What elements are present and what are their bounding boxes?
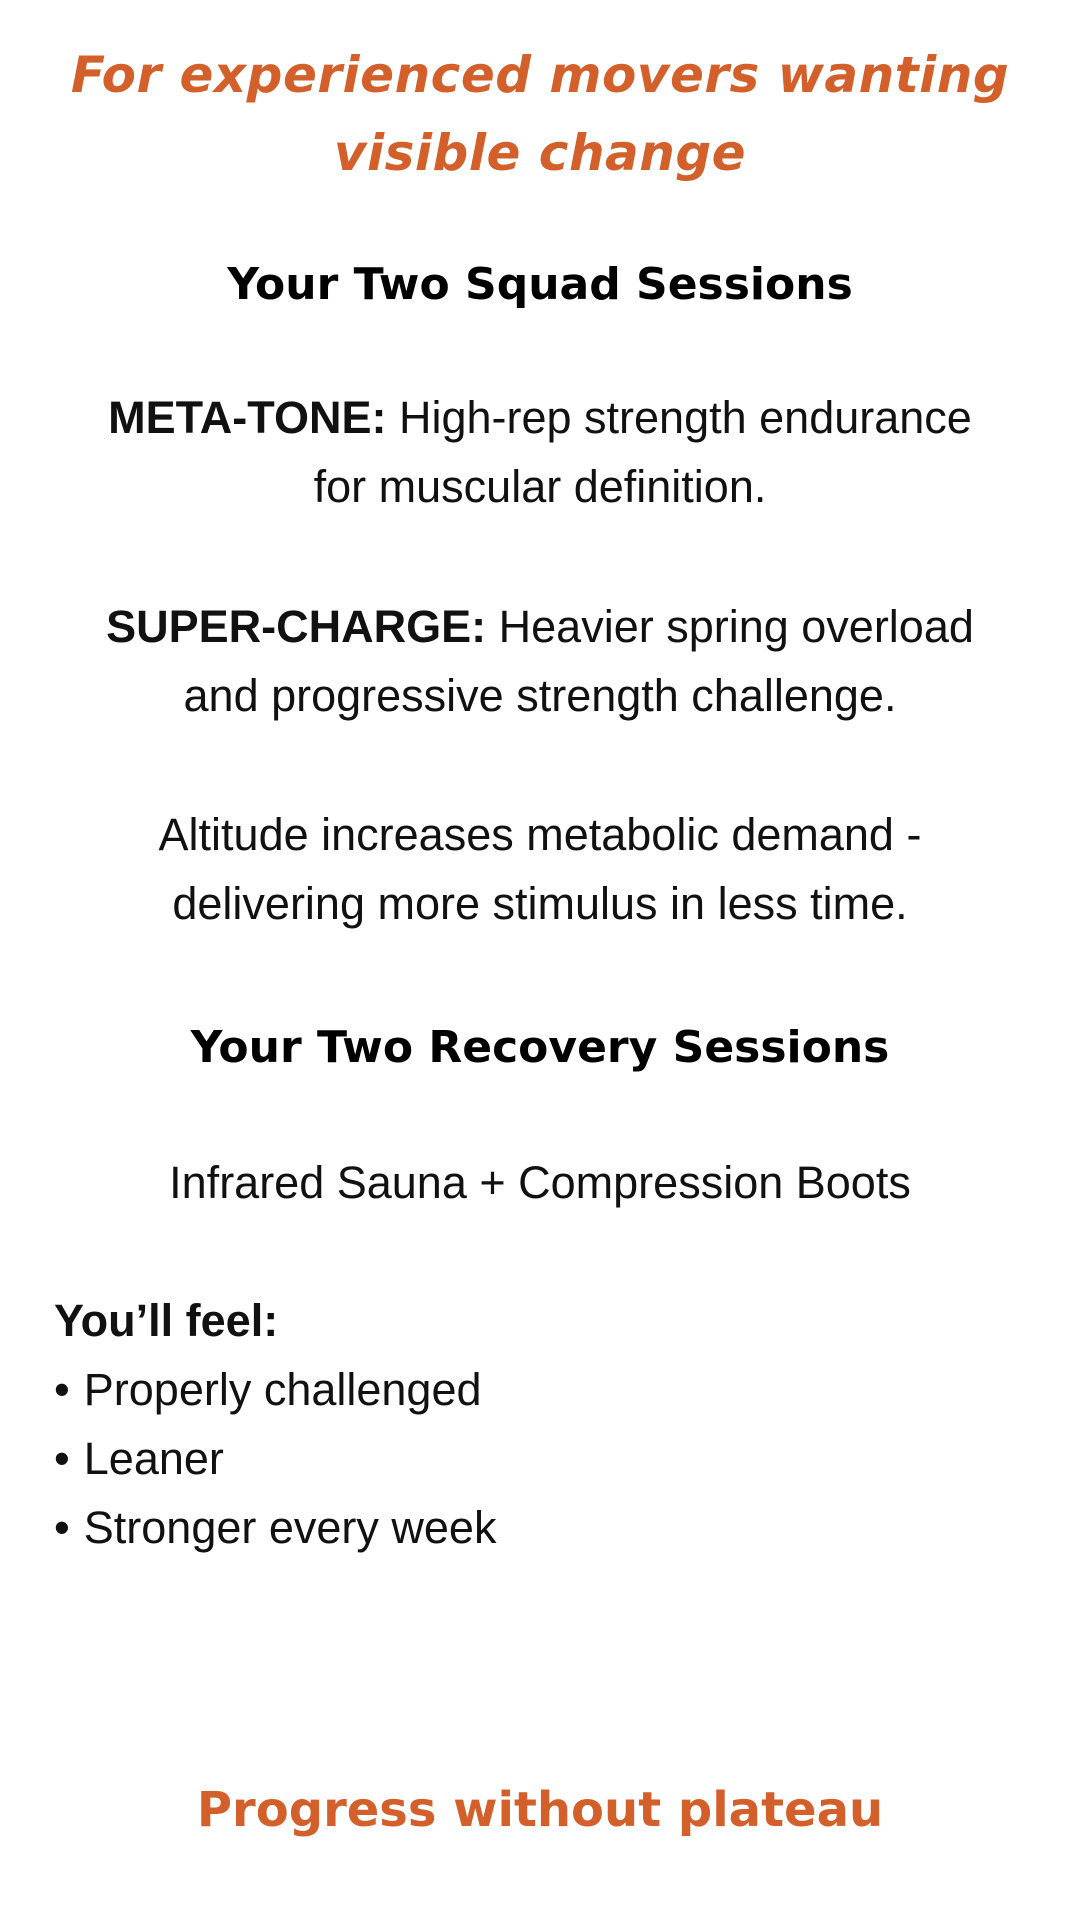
super-charge-line-1 [50,592,1030,661]
super-charge-line-2: and progressive strength challenge. [183,670,897,721]
feel-list [54,1355,854,1562]
headline-line-2: visible change [333,124,747,182]
feel-section [54,1286,854,1562]
tagline: Progress without plateau [196,1782,884,1838]
meta-tone-text-1: High-rep strength endurance [386,392,972,443]
headline [40,36,1040,192]
feel-item-stronger: • Stronger every week [54,1493,854,1562]
altitude-line-2: delivering more stimulus in less time. [172,878,908,929]
altitude-description [50,800,1030,938]
headline-line-1: For experienced movers wanting [70,46,1010,104]
recovery-sessions-heading: Your Two Recovery Sessions [190,1022,890,1073]
super-charge-text-1: Heavier spring overload [486,601,974,652]
meta-tone-line-1 [50,383,1030,452]
super-charge-term: SUPER-CHARGE: [106,601,487,652]
meta-tone-term: META-TONE: [108,392,387,443]
feel-item-leaner: • Leaner [54,1424,854,1493]
meta-tone-line-2: for muscular definition. [313,461,767,512]
squad-sessions-heading: Your Two Squad Sessions [227,259,853,310]
feel-title: You’ll feel: [54,1295,279,1346]
altitude-line-1: Altitude increases metabolic demand - [158,809,922,860]
recovery-description: Infrared Sauna + Compression Boots [169,1157,911,1208]
meta-tone-description [50,383,1030,521]
feel-item-challenged: • Properly challenged [54,1355,854,1424]
super-charge-description [50,592,1030,730]
